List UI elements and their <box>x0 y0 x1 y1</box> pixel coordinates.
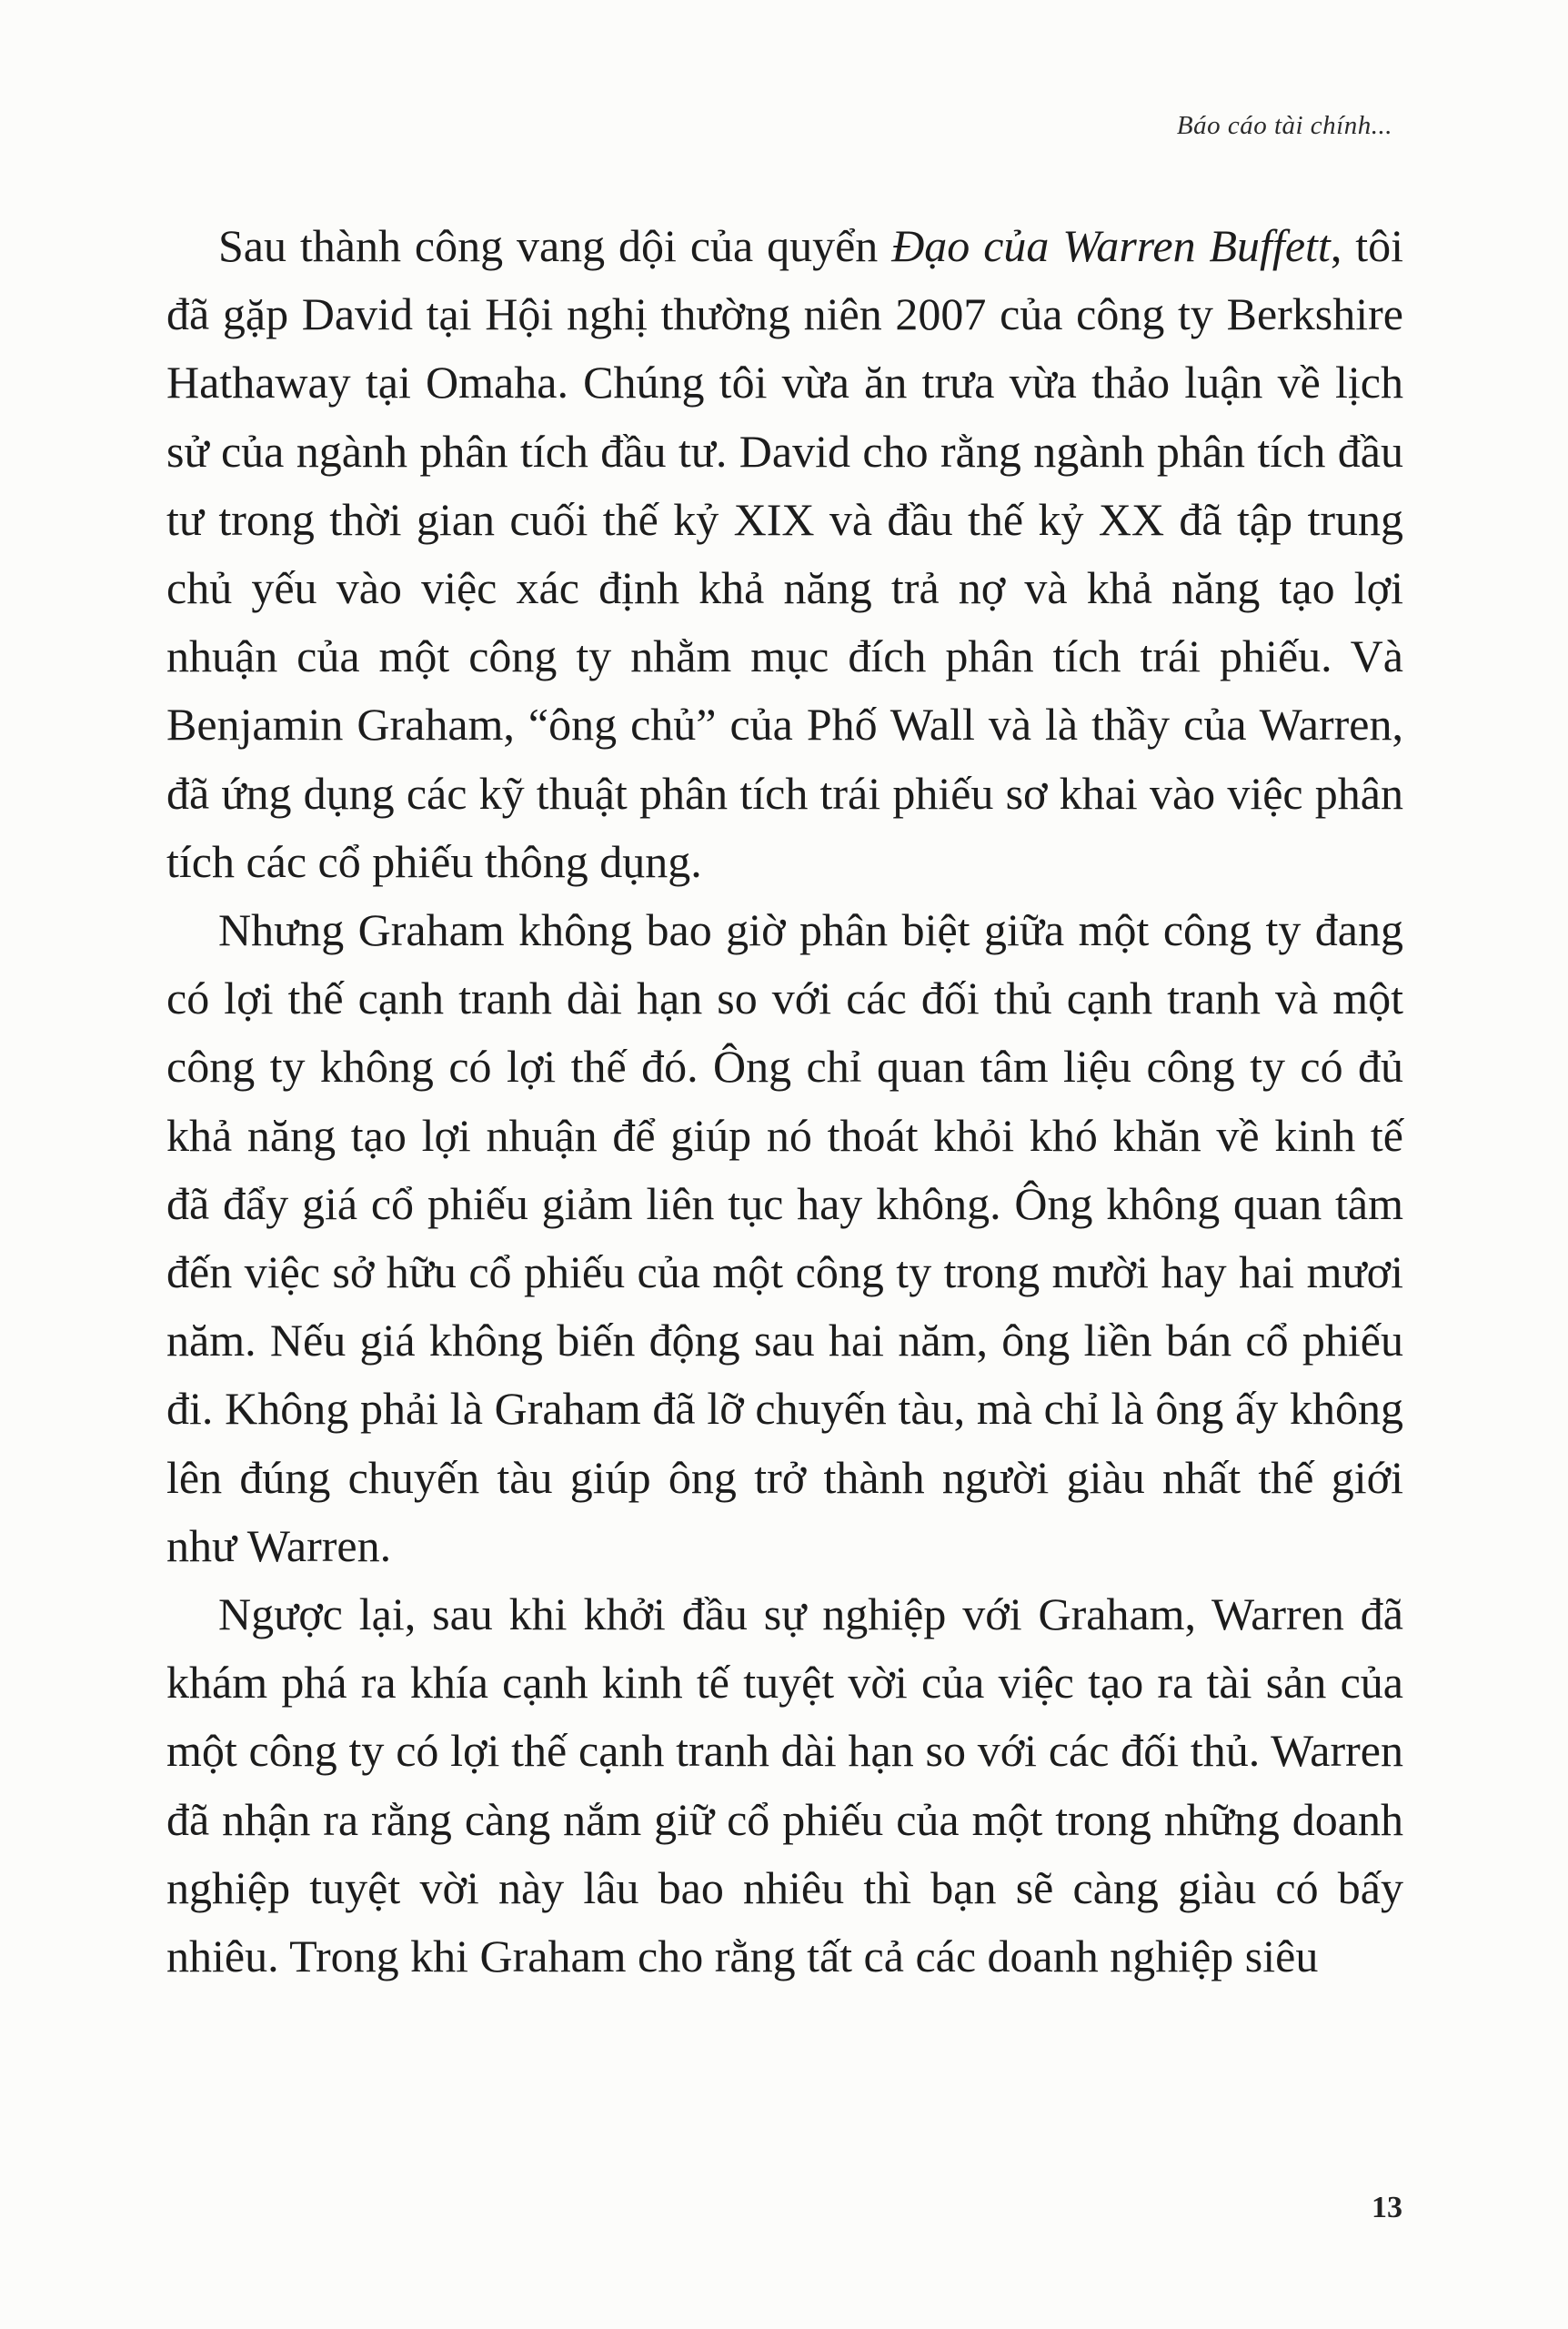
book-title: Đạo của Warren Buffett <box>891 220 1331 271</box>
body-text <box>166 212 1403 1991</box>
paragraph-2: Nhưng Graham không bao giờ phân biệt giữa một công ty đang có lợi thế cạnh tranh dài hạn so với các đối thủ cạnh tranh và một công ty không có lợi thế đó. Ông chỉ quan tâm liệu công ty có đủ khả năng tạo lợi nhuận để giúp nó thoát khỏi khó khăn về kinh tế đã đẩy giá cổ phiếu giảm liên tục hay không. Ông không quan tâm đến việc sở hữu cổ phiếu của một công ty trong mười hay hai mươi năm. Nếu giá không biến động sau hai năm, ông liền bán cổ phiếu đi. Không phải là Graham đã lỡ chuyến tàu, mà chỉ là ông ấy không lên đúng chuyến tàu giúp ông trở thành người giàu nhất thế giới như Warren. <box>166 904 1403 1571</box>
paragraph-1 <box>166 212 1403 896</box>
paragraph-3: Ngược lại, sau khi khởi đầu sự nghiệp với Graham, Warren đã khám phá ra khía cạnh kinh tế tuyệt vời của việc tạo ra tài sản của một công ty có lợi thế cạnh tranh dài hạn so với các đối thủ. Warren đã nhận ra rằng càng nắm giữ cổ phiếu của một trong những doanh nghiệp tuyệt vời này lâu bao nhiêu thì bạn sẽ càng giàu có bấy nhiêu. Trong khi Graham cho rằng tất cả các doanh nghiệp siêu <box>166 1588 1403 1982</box>
paragraph-1-lead: Sau thành công vang dội của quyển <box>218 220 892 271</box>
page-number: 13 <box>1372 2191 1402 2224</box>
paragraph-1-rest: , tôi đã gặp David tại Hội nghị thường niên 2007 của công ty Berkshire Hathaway tại Omaha. Chúng tôi vừa ăn trưa vừa thảo luận về lịch sử của ngành phân tích đầu tư. David cho rằng ngành phân tích đầu tư trong thời gian cuối thế kỷ XIX và đầu thế kỷ XX đã tập trung chủ yếu vào việc xác định khả năng trả nợ và khả năng tạo lợi nhuận của một công ty nhằm mục đích phân tích trái phiếu. Và Benjamin Graham, “ông chủ” của Phố Wall và là thầy của Warren, đã ứng dụng các kỹ thuật phân tích trái phiếu sơ khai vào việc phân tích các cổ phiếu thông dụng. <box>166 220 1403 887</box>
running-header: Báo cáo tài chính... <box>1176 111 1392 140</box>
